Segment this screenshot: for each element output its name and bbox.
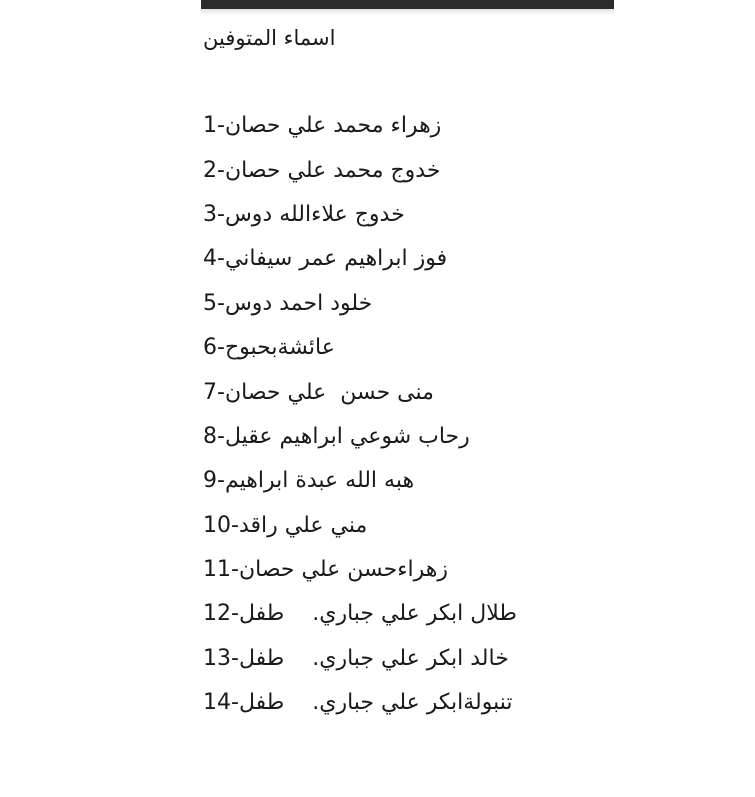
item-name: خلود احمد دوس <box>224 290 373 316</box>
item-name: طلال ابكر علي جباري. طفل <box>238 601 517 627</box>
document-title: اسماء المتوفين <box>203 26 336 50</box>
item-name: هبه الله عبدة ابراهيم <box>224 468 415 494</box>
document-body <box>203 22 603 725</box>
item-name: رحاب شوعي ابراهيم عقيل <box>224 423 470 449</box>
list-item: 11 - زهراءحسن علي حصان <box>203 548 603 592</box>
item-name: زهراء محمد علي حصان <box>224 113 442 139</box>
item-name: تنبولةابكر علي جباري. طفل <box>238 690 513 716</box>
list-item: 13 - خالد ابكر علي جباري. طفل <box>203 637 603 681</box>
list-item: 5 - خلود احمد دوس <box>203 282 603 326</box>
list-item: 14 - تنبولةابكر علي جباري. طفل <box>203 681 603 725</box>
list-item: 3 - خدوج علاءالله دوس <box>203 193 603 237</box>
list-item: 6 - عائشةبحبوح <box>203 326 603 370</box>
item-name: منى حسن علي حصان <box>224 379 434 405</box>
list-item: 9 - هبه الله عبدة ابراهيم <box>203 459 603 503</box>
item-number: 12 <box>203 601 231 627</box>
item-name: خالد ابكر علي جباري. طفل <box>238 645 509 671</box>
item-number: 13 <box>203 645 231 671</box>
item-name: زهراءحسن علي حصان <box>238 557 449 583</box>
list-item: 1 - زهراء محمد علي حصان <box>203 104 603 148</box>
list-item: 2 - خدوج محمد علي حصان <box>203 148 603 192</box>
item-number: 9 <box>203 468 217 494</box>
list-item: 10 - مني علي راقد <box>203 504 603 548</box>
item-name: فوز ابراهيم عمر سيفاني <box>224 246 448 272</box>
item-name: عائشةبحبوح <box>224 335 335 361</box>
item-number: 8 <box>203 423 217 449</box>
list-item: 12 - طلال ابكر علي جباري. طفل <box>203 592 603 636</box>
item-name: خدوج محمد علي حصان <box>224 157 441 183</box>
top-bar <box>201 0 614 9</box>
item-number: 6 <box>203 335 217 361</box>
item-name: مني علي راقد <box>238 512 368 538</box>
item-number: 4 <box>203 246 217 272</box>
top-bar-shadow <box>201 9 614 15</box>
deceased-list <box>203 104 603 725</box>
item-number: 3 <box>203 201 217 227</box>
item-number: 10 <box>203 512 231 538</box>
item-number: 2 <box>203 157 217 183</box>
list-item: 7 - منى حسن علي حصان <box>203 370 603 414</box>
item-number: 11 <box>203 557 231 583</box>
item-number: 14 <box>203 690 231 716</box>
list-item: 4 - فوز ابراهيم عمر سيفاني <box>203 237 603 281</box>
list-item: 8 - رحاب شوعي ابراهيم عقيل <box>203 415 603 459</box>
item-name: خدوج علاءالله دوس <box>224 201 405 227</box>
item-number: 5 <box>203 290 217 316</box>
item-number: 7 <box>203 379 217 405</box>
item-number: 1 <box>203 113 217 139</box>
